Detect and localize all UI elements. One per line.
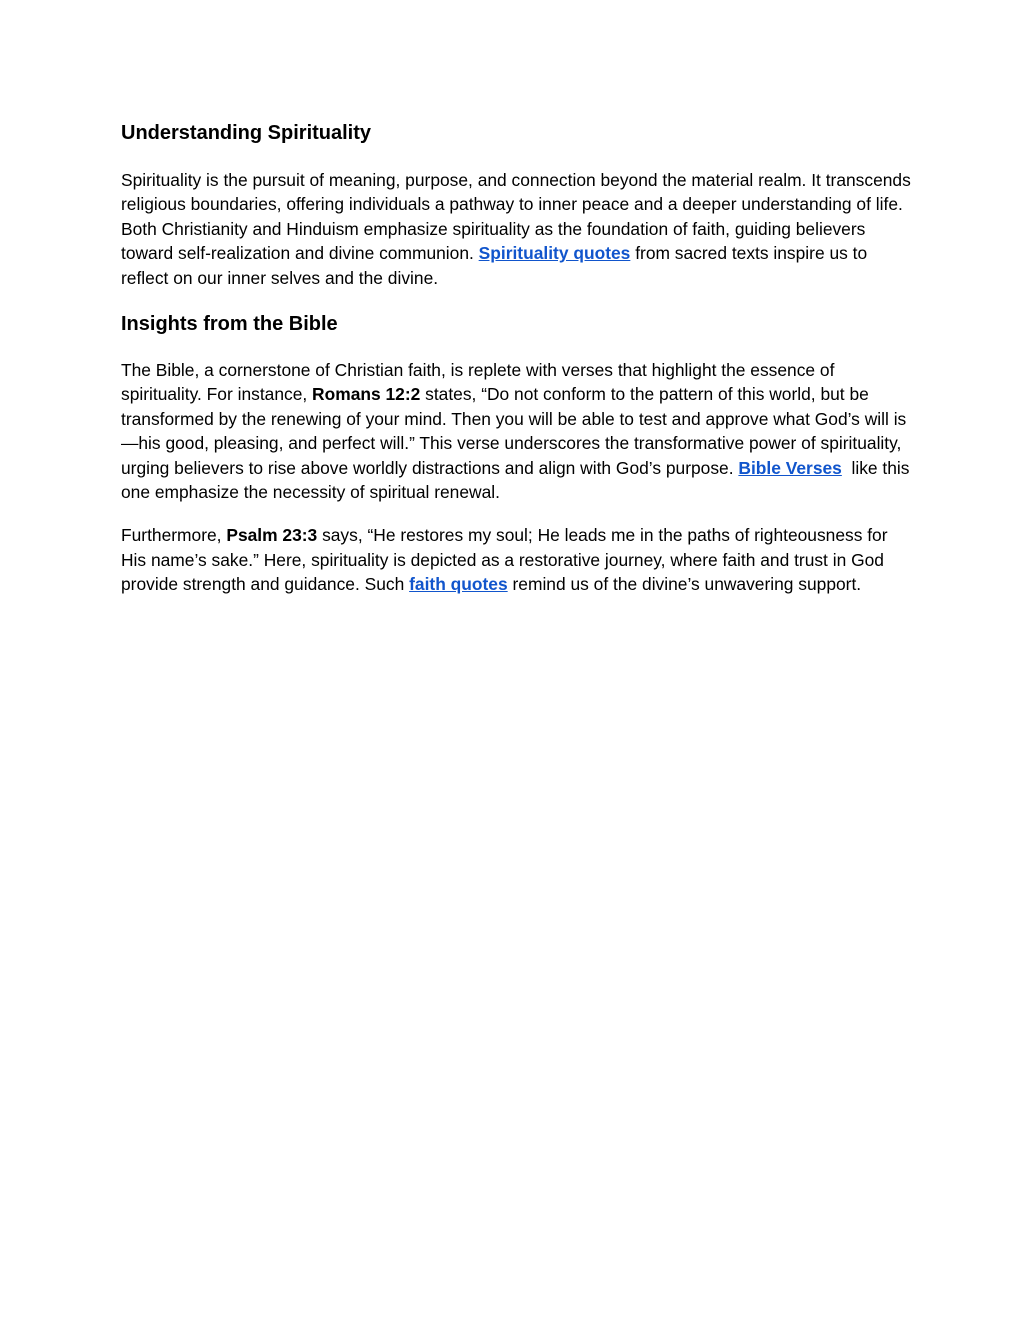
paragraph-romans (121, 358, 915, 504)
paragraph-text: like this one emphasize the necessity of spiritual renewal. (121, 457, 915, 503)
paragraph-spirituality-intro (121, 168, 911, 290)
paragraph-text: Spirituality is the pursuit of meaning, purpose, and connection beyond the material realm. It transcends religious boundaries, offering individuals a pathway to inner peace and a deeper understanding of life. Both Christianity and Hinduism emphasize spirituality as the foundation of faith, guiding believers toward self-realization and divine communion. (121, 170, 911, 264)
verse-reference-romans: Romans 12:2 (312, 384, 421, 405)
spirituality-quotes-link[interactable]: Spirituality quotes (478, 243, 631, 264)
faith-quotes-link[interactable]: faith quotes (409, 574, 508, 595)
paragraph-text: remind us of the divine’s unwavering support. (507, 574, 862, 595)
section-heading-understanding-spirituality: Understanding Spirituality (121, 122, 372, 144)
bible-verses-link[interactable]: Bible Verses (738, 457, 842, 478)
verse-reference-psalm: Psalm 23:3 (226, 525, 318, 546)
document-page (121, 118, 915, 597)
paragraph-text: from sacred texts inspire us to reflect on our inner selves and the divine. (121, 243, 868, 288)
paragraph-text: Furthermore, (121, 525, 227, 546)
paragraph-text: The Bible, a cornerstone of Christian faith, is replete with verses that highlight the essence of spirituality. For instance, (121, 360, 835, 405)
paragraph-text: says, “He restores my soul; He leads me in the paths of righteousness for His name’s sake.” Here, spirituality is depicted as a restorative journey, where faith and trust in God provide strength and guidance. Such (121, 525, 888, 595)
paragraph-text: states, “Do not conform to the pattern of this world, but be transformed by the renewing of your mind. Then you will be able to test and approve what God’s will is—his good, pleasing, and perfect will.” This verse underscores the transformative power of spirituality, urging believers to rise above worldly distractions and align with God’s purpose. (121, 384, 907, 478)
paragraph-psalm (121, 523, 911, 596)
section-heading-insights-from-the-bible: Insights from the Bible (121, 313, 338, 336)
